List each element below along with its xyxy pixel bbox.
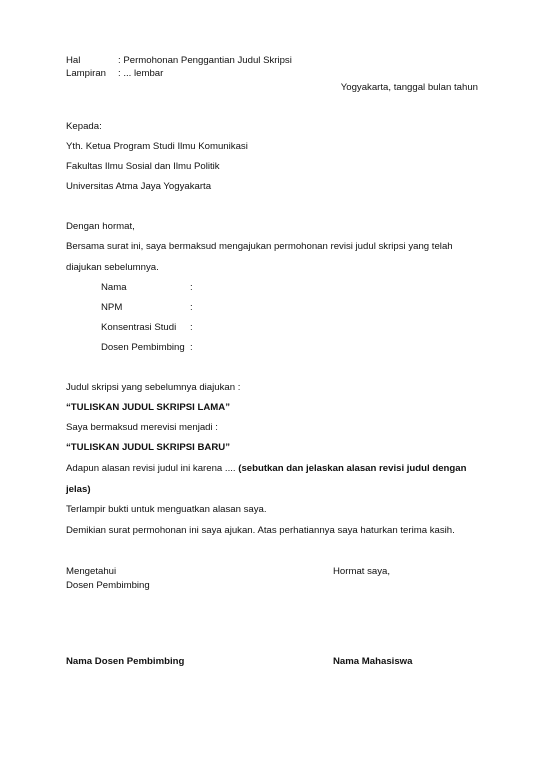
intro-line-2: diajukan sebelumnya. [66, 262, 159, 273]
intro-line-1: Bersama surat ini, saya bermaksud mengajukan permohonan revisi judul skripsi yang telah [66, 241, 453, 252]
advisor-name: Nama Dosen Pembimbing [66, 656, 185, 667]
sign-right-line-1: Hormat saya, [333, 566, 391, 577]
student-name: Nama Mahasiswa [333, 656, 413, 667]
recipient-line-3: Universitas Atma Jaya Yogyakarta [66, 181, 212, 192]
field-label-konsentrasi: Konsentrasi Studi [101, 322, 177, 333]
greeting: Dengan hormat, [66, 221, 135, 232]
sign-left-line-1: Mengetahui [66, 566, 117, 577]
field-label-nama: Nama [101, 282, 127, 293]
field-colon: : [190, 282, 193, 293]
new-title-intro: Saya bermaksud merevisi menjadi : [66, 422, 218, 433]
field-colon: : [190, 342, 193, 353]
reason-text: Adapun alasan revisi judul ini karena .... [66, 463, 239, 474]
attachment-note: Terlampir bukti untuk menguatkan alasan saya. [66, 504, 267, 515]
hal-value: : Permohonan Penggantian Judul Skripsi [118, 55, 292, 66]
sign-left-line-2: Dosen Pembimbing [66, 580, 150, 591]
field-label-npm: NPM [101, 302, 123, 313]
closing-line: Demikian surat permohonan ini saya ajukan. Atas perhatiannya saya haturkan terima kasih. [66, 525, 455, 536]
kepada-label: Kepada: [66, 121, 102, 132]
new-title: “TULISKAN JUDUL SKRIPSI BARU” [66, 442, 230, 453]
field-colon: : [190, 302, 193, 313]
old-title: “TULISKAN JUDUL SKRIPSI LAMA” [66, 402, 230, 413]
reason-line-1 [66, 463, 466, 475]
place-date: Yogyakarta, tanggal bulan tahun [340, 82, 478, 93]
old-title-intro: Judul skripsi yang sebelumnya diajukan : [66, 382, 241, 393]
recipient-line-2: Fakultas Ilmu Sosial dan Ilmu Politik [66, 161, 220, 172]
reason-line-2: jelas) [66, 484, 91, 495]
recipient-line-1: Yth. Ketua Program Studi Ilmu Komunikasi [66, 141, 248, 152]
lampiran-label: Lampiran [66, 68, 106, 79]
reason-bold: (sebutkan dan jelaskan alasan revisi judul dengan [238, 463, 467, 474]
hal-label: Hal [66, 55, 81, 66]
field-colon: : [190, 322, 193, 333]
field-label-dosen: Dosen Pembimbing [101, 342, 185, 353]
lampiran-value: : ... lembar [118, 68, 164, 79]
